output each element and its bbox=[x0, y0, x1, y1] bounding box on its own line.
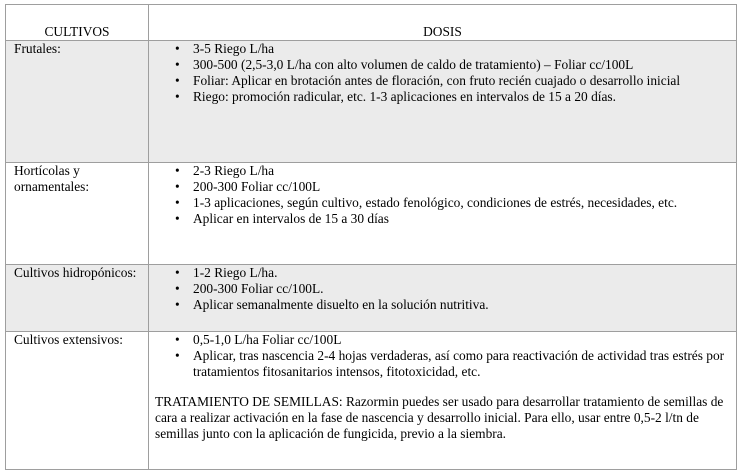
table-row bbox=[6, 41, 737, 163]
crop-name: Cultivos extensivos: bbox=[6, 332, 149, 470]
bullet-icon: • bbox=[175, 57, 180, 72]
header-crops: CULTIVOS bbox=[6, 5, 149, 41]
list-item: • Aplicar en intervalos de 15 a 30 días bbox=[175, 211, 389, 226]
dosage-table bbox=[5, 4, 737, 470]
bullet-icon: • bbox=[175, 332, 180, 347]
crop-name: Frutales: bbox=[6, 41, 149, 163]
table-header-row bbox=[6, 5, 737, 41]
bullet-icon: • bbox=[175, 297, 180, 312]
dose-cell bbox=[149, 163, 737, 265]
bullet-icon: • bbox=[175, 163, 180, 178]
crop-name: Cultivos hidropónicos: bbox=[6, 265, 149, 332]
bullet-icon: • bbox=[175, 195, 180, 210]
bullet-icon: • bbox=[175, 211, 180, 226]
dose-cell bbox=[149, 265, 737, 332]
dose-list bbox=[155, 332, 730, 380]
bullet-icon: • bbox=[175, 73, 180, 88]
list-item: • 200-300 Foliar cc/100L bbox=[175, 179, 321, 194]
list-item: • 1-3 aplicaciones, según cultivo, estado fenológico, condiciones de estrés, necesidades, etc. bbox=[175, 195, 678, 210]
list-item: • 200-300 Foliar cc/100L. bbox=[175, 281, 324, 296]
list-item: • Foliar: Aplicar en brotación antes de floración, con fruto recién cuajado o desarrollo inicial bbox=[175, 73, 681, 88]
bullet-icon: • bbox=[175, 265, 180, 280]
dose-list bbox=[155, 163, 730, 227]
list-item: • Aplicar semanalmente disuelto en la solución nutritiva. bbox=[175, 297, 489, 312]
list-item: • 300-500 (2,5-3,0 L/ha con alto volumen de caldo de tratamiento) – Foliar cc/100L bbox=[175, 57, 634, 72]
dose-cell bbox=[149, 332, 737, 470]
list-item: • 2-3 Riego L/ha bbox=[175, 163, 275, 178]
list-item: • Riego: promoción radicular, etc. 1-3 aplicaciones en intervalos de 15 a 20 días. bbox=[175, 89, 616, 104]
list-item: • 3-5 Riego L/ha bbox=[175, 41, 275, 56]
bullet-icon: • bbox=[175, 179, 180, 194]
dose-cell bbox=[149, 41, 737, 163]
table-row bbox=[6, 332, 737, 470]
table-row bbox=[6, 163, 737, 265]
seed-treatment-note: TRATAMIENTO DE SEMILLAS: Razormin puedes ser usado para desarrollar tratamiento de semillas de cara a realizar activación en la fase de nascencia y desarrollo inicial. Para ello, usar entre 0,5-2 l/tn de semillas junto con la aplicación de fungicida, previo a la siembra. bbox=[155, 394, 724, 441]
table-row bbox=[6, 265, 737, 332]
bullet-icon: • bbox=[175, 281, 180, 296]
list-item: • Aplicar, tras nascencia 2-4 hojas verdaderas, así como para reactivación de actividad tras estrés por tratamientos fitosanitarios intensos, fitotoxicidad, etc. bbox=[175, 348, 725, 379]
bullet-icon: • bbox=[175, 89, 180, 104]
bullet-icon: • bbox=[175, 348, 180, 363]
dose-list bbox=[155, 41, 730, 105]
bullet-icon: • bbox=[175, 41, 180, 56]
crop-name: Hortícolas y ornamentales: bbox=[6, 163, 149, 265]
list-item: • 1-2 Riego L/ha. bbox=[175, 265, 278, 280]
header-dose: DOSIS bbox=[149, 5, 737, 41]
dose-list bbox=[155, 265, 730, 313]
list-item: • 0,5-1,0 L/ha Foliar cc/100L bbox=[175, 332, 342, 347]
